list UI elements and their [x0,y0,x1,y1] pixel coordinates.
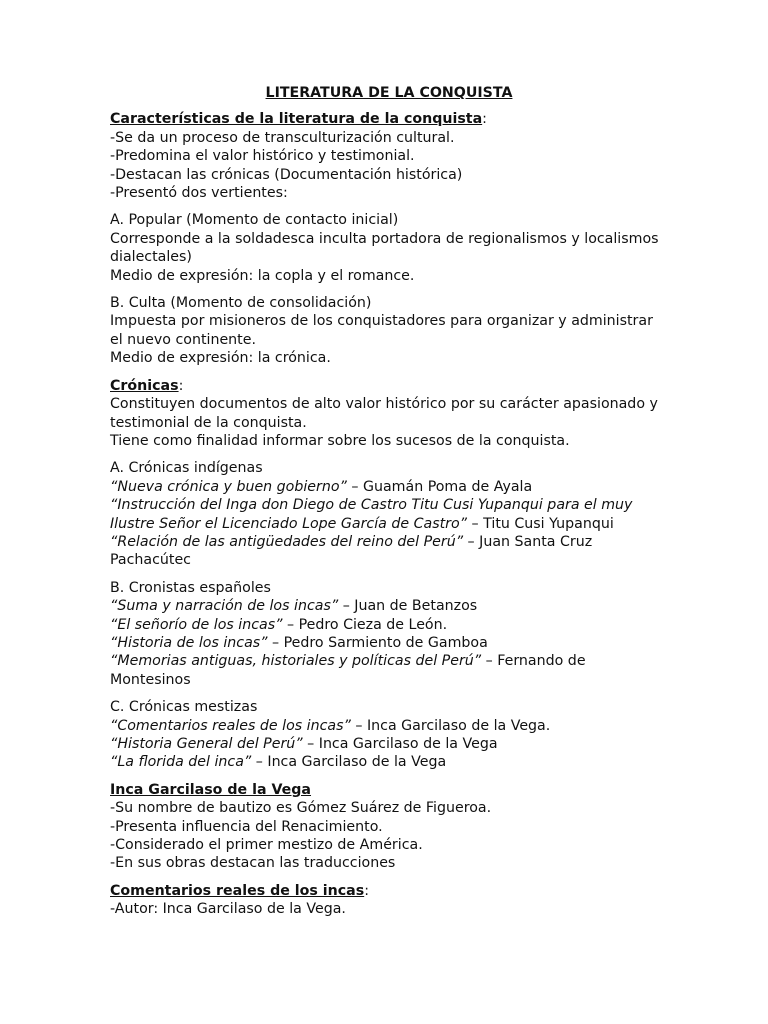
list-item: “Memorias antiguas, historiales y políticas del Perú” – Fernando de Montesinos [110,653,586,688]
section-heading: Comentarios reales de los incas: [110,882,369,899]
section-garcilaso [110,781,668,873]
list-item: “Instrucción del Inga don Diego de Castro Titu Cusi Yupanqui para el muy Ilustre Señor el Licenciado Lope García de Castro” – Titu Cusi Yupanqui [110,497,633,532]
section-culta [110,294,668,368]
paragraph: Tiene como finalidad informar sobre los sucesos de la conquista. [110,432,570,449]
subsection-heading: B. Culta (Momento de consolidación) [110,295,372,312]
paragraph: Medio de expresión: la copla y el romance. [110,267,415,284]
section-heading: Inca Garcilaso de la Vega [110,781,312,798]
list-item: -Predomina el valor histórico y testimonial. [110,148,415,165]
paragraph: Impuesta por misioneros de los conquistadores para organizar y administrar el nuevo continente. [110,313,653,348]
section-comentarios-reales [110,882,668,919]
list-item: -Presentó dos vertientes: [110,185,288,202]
section-cronicas-mestizas [110,698,668,772]
paragraph: Constituyen documentos de alto valor histórico por su carácter apasionado y testimonial de la conquista. [110,396,658,431]
list-item: “Suma y narración de los incas” – Juan de Betanzos [110,598,478,615]
section-heading: Crónicas: [110,377,184,394]
list-item: -Presenta influencia del Renacimiento. [110,818,383,835]
list-item: -Su nombre de bautizo es Gómez Suárez de Figueroa. [110,800,492,817]
list-item: “El señorío de los incas” – Pedro Cieza de León. [110,616,448,633]
list-item: “Relación de las antigüedades del reino del Perú” – Juan Santa Cruz Pachacútec [110,533,593,569]
section-popular [110,211,668,285]
section-cronicas-indigenas [110,459,668,569]
list-item: -Autor: Inca Garcilaso de la Vega. [110,901,346,918]
list-item: “Nueva crónica y buen gobierno” – Guamán Poma de Ayala [110,478,533,495]
section-caracteristicas [110,110,668,202]
list-item: -Considerado el primer mestizo de América. [110,837,423,854]
document-title: LITERATURA DE LA CONQUISTA [265,85,513,101]
subsection-heading: A. Popular (Momento de contacto inicial) [110,212,399,229]
list-item: “La florida del inca” – Inca Garcilaso de la Vega [110,754,447,771]
paragraph: Medio de expresión: la crónica. [110,350,331,367]
subsection-heading: C. Crónicas mestizas [110,699,258,716]
section-cronistas-espanoles [110,579,668,689]
list-item: “Comentarios reales de los incas” – Inca Garcilaso de la Vega. [110,717,551,734]
section-cronicas [110,377,668,451]
list-item: “Historia General del Perú” – Inca Garcilaso de la Vega [110,736,498,752]
section-heading: Características de la literatura de la conquista: [110,111,487,128]
list-item: -En sus obras destacan las traducciones [110,855,396,872]
subsection-heading: A. Crónicas indígenas [110,460,263,477]
list-item: -Destacan las crónicas (Documentación histórica) [110,166,463,183]
paragraph: Corresponde a la soldadesca inculta portadora de regionalismos y localismos dialectales) [110,230,659,266]
list-item: “Historia de los incas” – Pedro Sarmiento de Gamboa [110,634,488,651]
subsection-heading: B. Cronistas españoles [110,579,271,596]
list-item: -Se da un proceso de transculturización cultural. [110,129,455,146]
